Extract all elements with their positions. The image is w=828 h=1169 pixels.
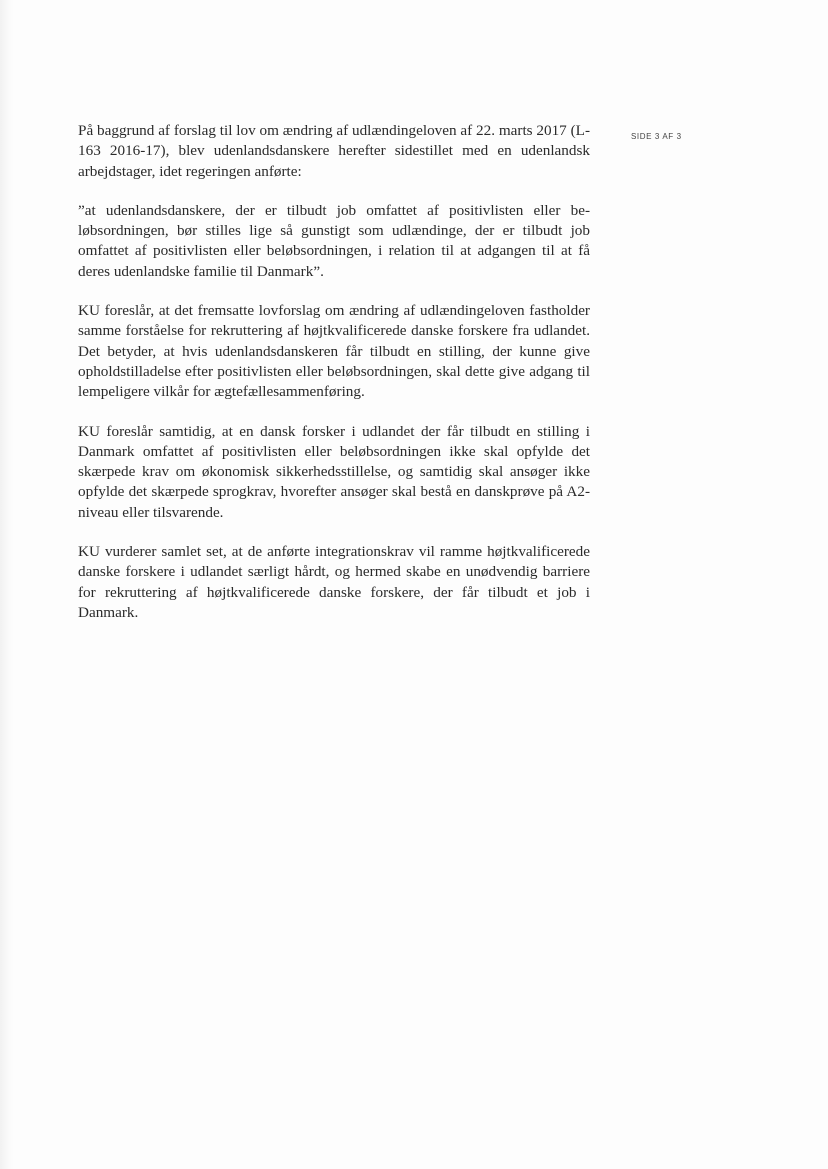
paragraph-1: På baggrund af forslag til lov om ændring af udlændingeloven af 22. marts 2017 (L-163 2016-17), blev udenlandsdanskere herefter sidestillet med en udenlandsk arbejdstager, idet regeringen anførte: bbox=[78, 122, 590, 180]
paragraph-5: KU vurderer samlet set, at de anførte integrationskrav vil ramme højtkvalificerede danske forskere i udlandet særligt hårdt, og hermed skabe en unødvendig barriere for rekruttering af højtkvalificerede danske forskere, der får tilbudt et job i Danmark. bbox=[78, 543, 590, 621]
scan-edge-shadow bbox=[0, 0, 14, 1169]
paragraph-4: KU foreslår samtidig, at en dansk forsker i udlandet der får tilbudt en stilling i Danmark omfattet af positivlisten eller beløbsordningen ikke skal opfylde det skærpede krav om økonomisk sikkerhedsstillelse, og samtidig skal ansøger ikke opfylde det skærpede sprogkrav, hvorefter ansøger skal bestå en danskprøve på A2-niveau eller tilsvarende. bbox=[78, 422, 590, 521]
paragraph-2-quote: ”at udenlandsdanskere, der er tilbudt job omfattet af positivlisten eller beløbsordningen, bør stilles lige så gunstigt som udlændinge, der er tilbudt job omfattet af positivlisten eller beløbsordningen, i relation til at adgangen til at få deres udenlandske familie til Danmark”. bbox=[78, 201, 590, 280]
body-text bbox=[78, 121, 590, 642]
paragraph-3: KU foreslår, at det fremsatte lovforslag om ændring af udlændingeloven fastholder samme forståelse for rekruttering af højtkvalificerede danske forskere fra udlandet. Det betyder, at hvis udenlandsdanskeren får tilbudt en stilling, der kunne give opholdstilladelse efter positivlisten eller beløbsordningen, skal dette give adgang til lempeligere vilkår for ægtefællesammenføring. bbox=[78, 302, 590, 401]
page-number: SIDE 3 AF 3 bbox=[631, 132, 682, 141]
